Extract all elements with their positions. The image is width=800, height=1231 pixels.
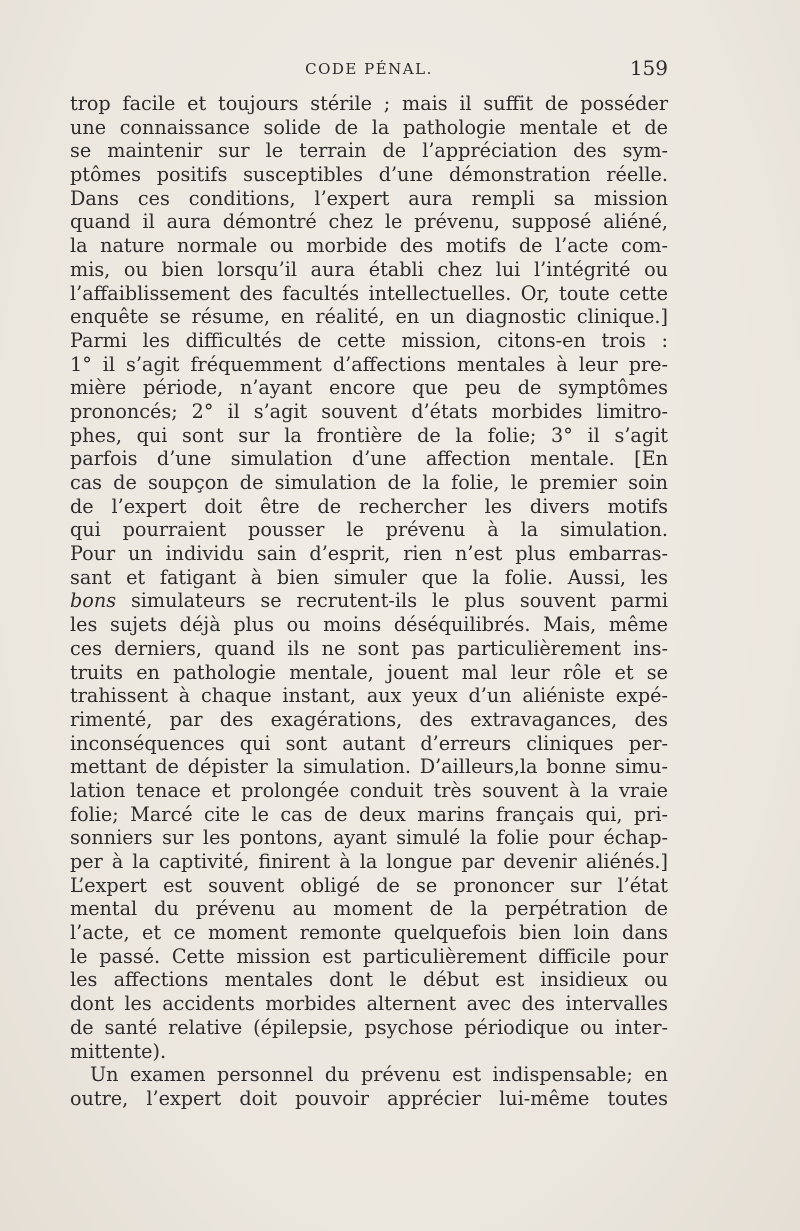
page-number: 159 bbox=[629, 56, 668, 80]
text-line: rimenté, par des exagérations, des extravagances, des bbox=[70, 707, 668, 731]
body-text bbox=[70, 92, 668, 1111]
text-line: parfois d’une simulation d’une affection mentale. [En bbox=[70, 447, 668, 471]
running-title: CODE PÉNAL. bbox=[305, 60, 433, 78]
text-line: le passé. Cette mission est particulièrement difficile pour bbox=[70, 944, 668, 968]
text-line: 1° il s’agit fréquemment d’affections mentales à leur pre- bbox=[70, 352, 668, 376]
text-line: les affections mentales dont le début est insidieux ou bbox=[70, 968, 668, 992]
text-line: l’affaiblissement des facultés intellectuelles. Or, toute cette bbox=[70, 281, 668, 305]
text-line: Parmi les difficultés de cette mission, citons-en trois : bbox=[70, 328, 668, 352]
text-line: mière période, n’ayant encore que peu de symptômes bbox=[70, 376, 668, 400]
text-line: phes, qui sont sur la frontière de la folie; 3° il s’agit bbox=[70, 423, 668, 447]
text-line: de l’expert doit être de rechercher les divers motifs bbox=[70, 494, 668, 518]
text-line: les sujets déjà plus ou moins déséquilibrés. Mais, même bbox=[70, 613, 668, 637]
page-header bbox=[70, 58, 668, 84]
text-line: de santé relative (épilepsie, psychose périodique ou inter- bbox=[70, 1015, 668, 1039]
text-line: mettant de dépister la simulation. D’ailleurs,la bonne simu- bbox=[70, 755, 668, 779]
text-line: trahissent à chaque instant, aux yeux d’un aliéniste expé- bbox=[70, 684, 668, 708]
text-line: truits en pathologie mentale, jouent mal leur rôle et se bbox=[70, 660, 668, 684]
text-line: sonniers sur les pontons, ayant simulé la folie pour échap- bbox=[70, 826, 668, 850]
text-line: folie; Marcé cite le cas de deux marins français qui, pri- bbox=[70, 802, 668, 826]
text-line: quand il aura démontré chez le prévenu, supposé aliéné, bbox=[70, 210, 668, 234]
text-line: mittente). bbox=[70, 1039, 167, 1063]
text-line: qui pourraient pousser le prévenu à la simulation. bbox=[70, 518, 668, 542]
text-line: sant et fatigant à bien simuler que la folie. Aussi, les bbox=[70, 565, 668, 589]
text-line: L’expert est souvent obligé de se prononcer sur l’état bbox=[70, 873, 668, 897]
text-line: prononcés; 2° il s’agit souvent d’états morbides limitro- bbox=[70, 399, 668, 423]
text-line: ces derniers, quand ils ne sont pas particulièrement ins- bbox=[70, 636, 668, 660]
text-line: per à la captivité, finirent à la longue par devenir aliénés.] bbox=[70, 850, 668, 873]
text-line: trop facile et toujours stérile ; mais il suffit de posséder bbox=[70, 92, 668, 115]
text-line: Pour un individu sain d’esprit, rien n’est plus embarras- bbox=[70, 542, 668, 566]
text-line: outre, l’expert doit pouvoir apprécier lui-même toutes bbox=[70, 1086, 668, 1110]
text-line: la nature normale ou morbide des motifs de l’acte com- bbox=[70, 234, 668, 258]
text-line: dont les accidents morbides alternent avec des intervalles bbox=[70, 992, 668, 1016]
text-line: lation tenace et prolongée conduit très souvent à la vraie bbox=[70, 778, 668, 802]
text-line: une connaissance solide de la pathologie mentale et de bbox=[70, 115, 668, 139]
text-line: Dans ces conditions, l’expert aura rempli sa mission bbox=[70, 186, 668, 210]
text-line: inconséquences qui sont autant d’erreurs cliniques per- bbox=[70, 731, 668, 755]
text-line: se maintenir sur le terrain de l’appréciation des sym- bbox=[70, 139, 668, 163]
text-line: ptômes positifs susceptibles d’une démonstration réelle. bbox=[70, 163, 668, 187]
text-line: l’acte, et ce moment remonte quelquefois bien loin dans bbox=[70, 921, 668, 945]
emphasized-word: bons bbox=[70, 589, 117, 613]
text-line: mental du prévenu au moment de la perpétration de bbox=[70, 897, 668, 921]
text-line: bons simulateurs se recrutent-ils le plus souvent parmi bbox=[70, 589, 668, 613]
text-line: mis, ou bien lorsqu’il aura établi chez lui l’intégrité ou bbox=[70, 257, 668, 281]
text-line: enquête se résume, en réalité, en un diagnostic clinique.] bbox=[70, 305, 668, 329]
text-line: cas de soupçon de simulation de la folie, le premier soin bbox=[70, 471, 668, 494]
text-line: Un examen personnel du prévenu est indispensable; en bbox=[90, 1063, 668, 1087]
